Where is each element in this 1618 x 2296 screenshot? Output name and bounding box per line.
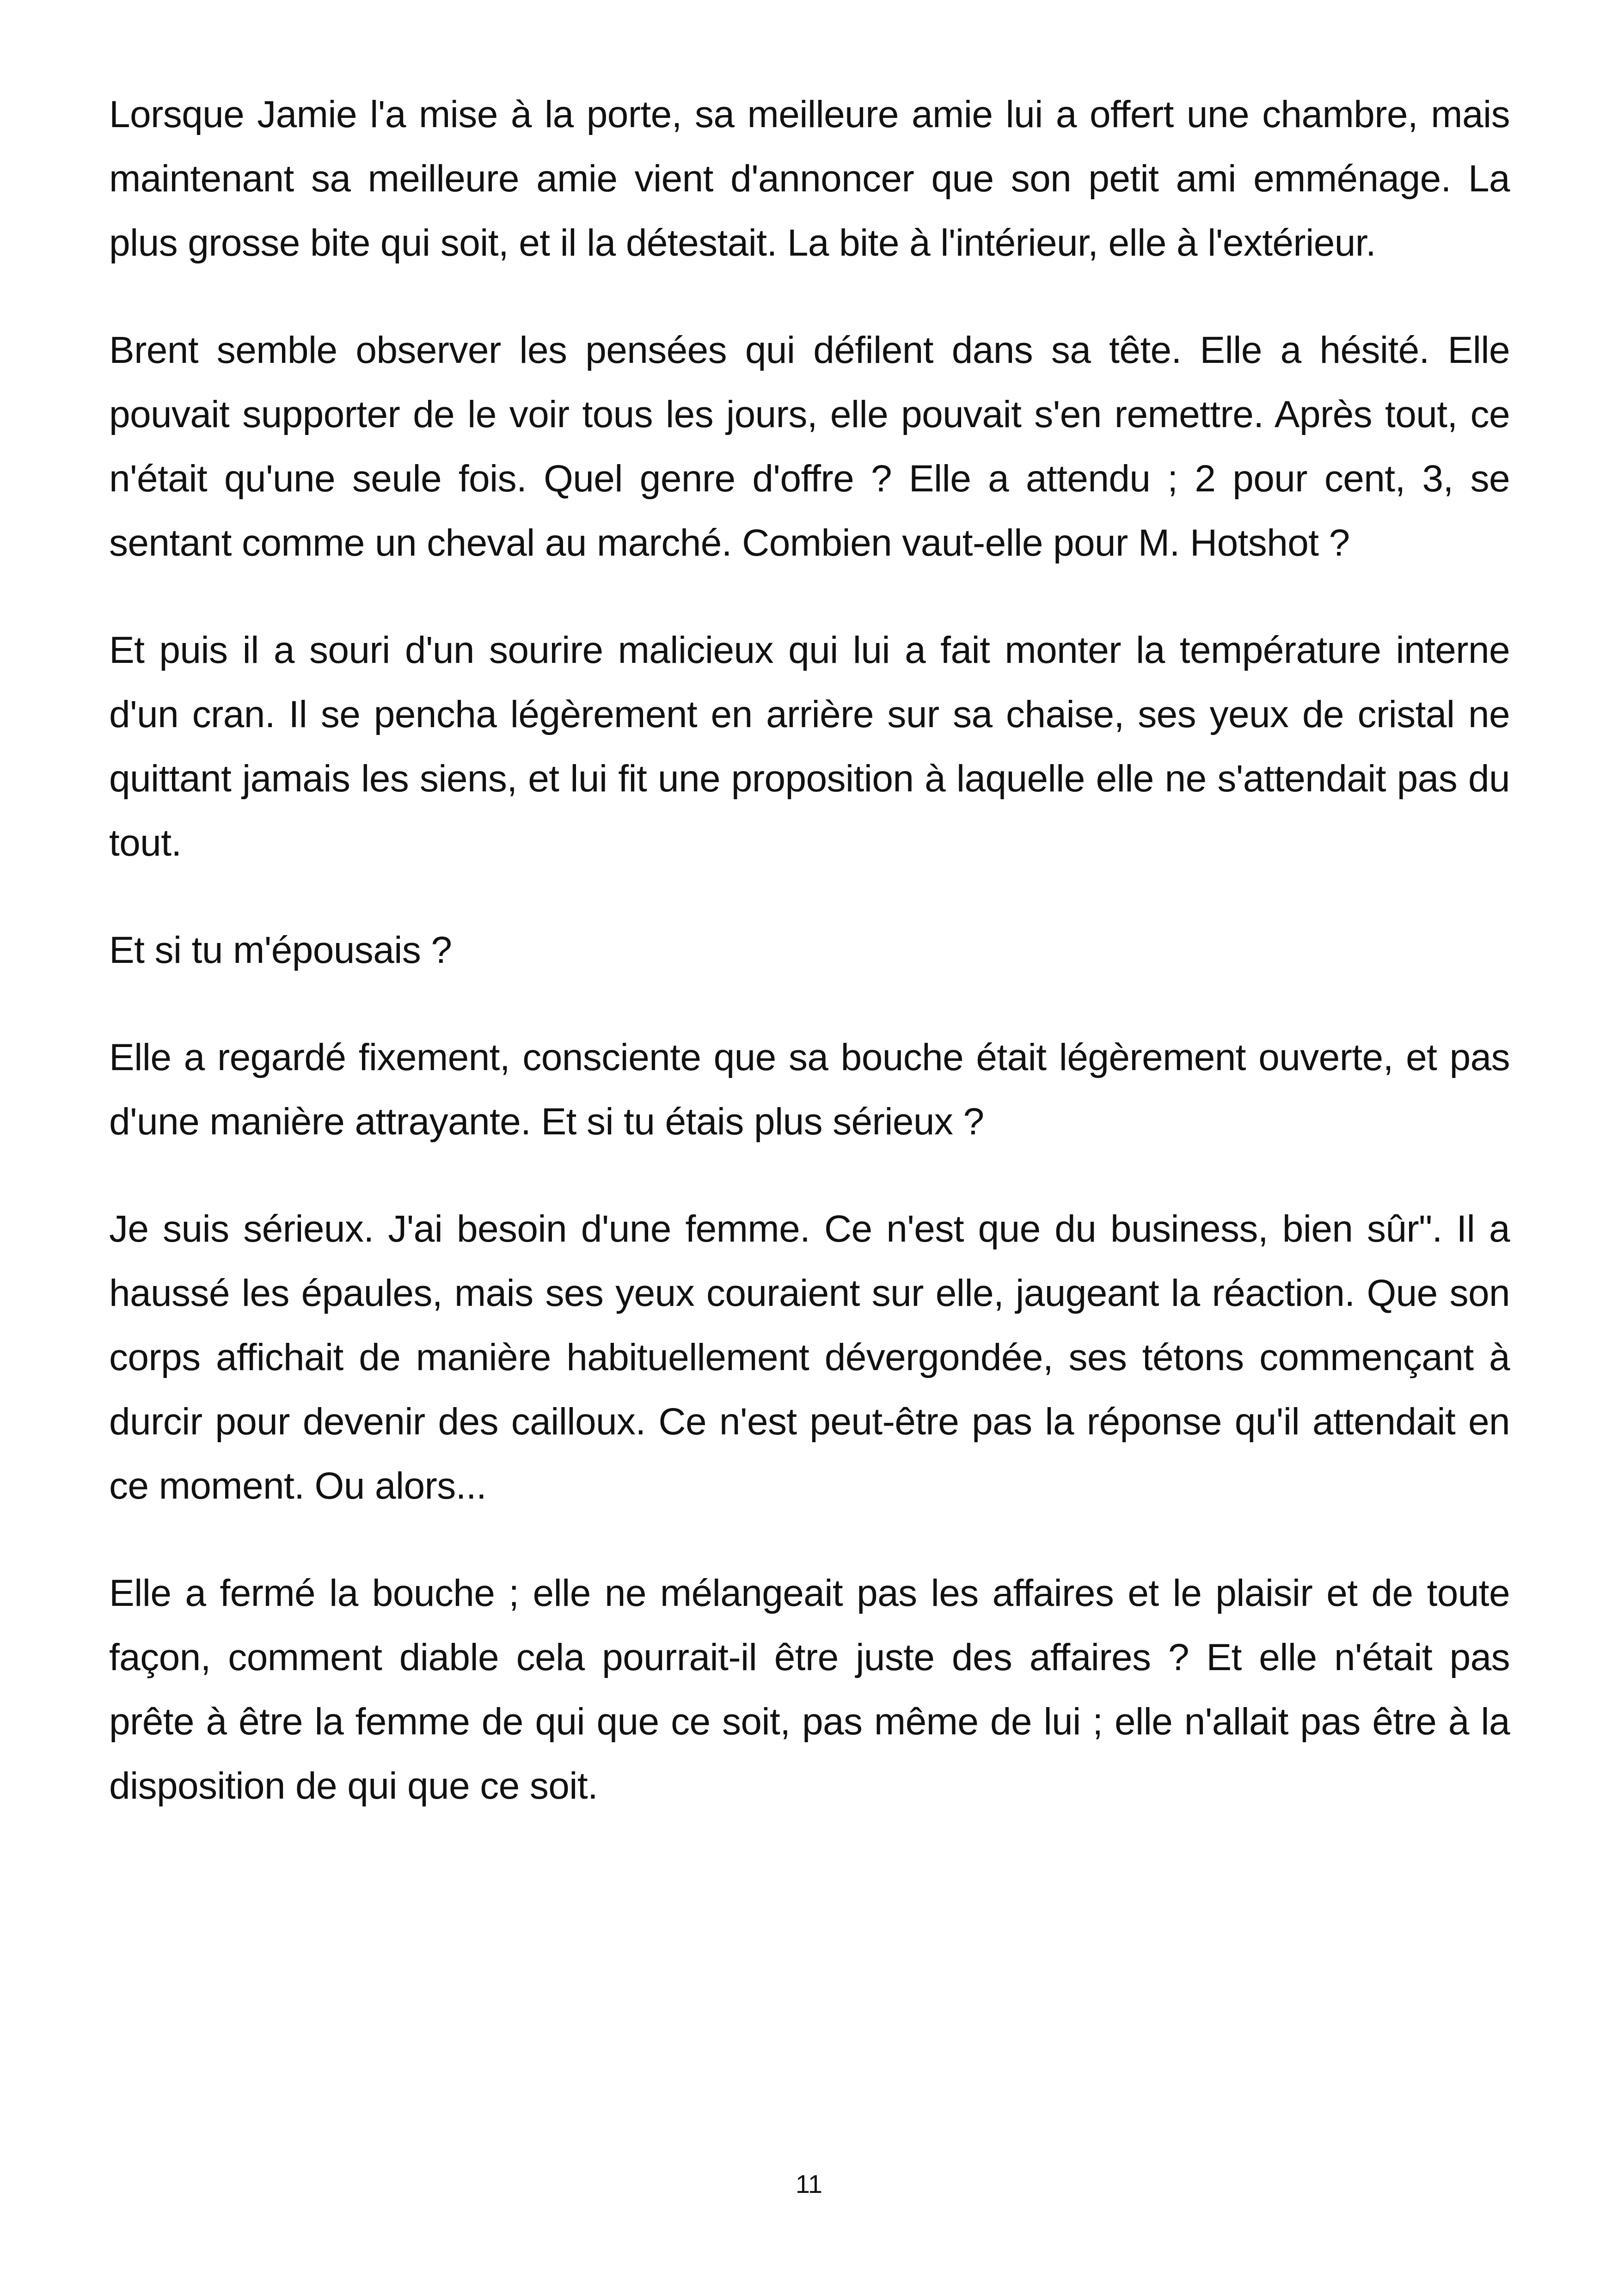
paragraph-5: Elle a regardé fixement, consciente que sa bouche était légèrement ouverte, et pas d'une manière attrayante. Et si tu étais plus sérieux ? — [109, 1036, 1510, 1143]
page-body — [109, 82, 1510, 1861]
paragraph-7: Elle a fermé la bouche ; elle ne mélangeait pas les affaires et le plaisir et de toute façon, comment diable cela pourrait-il être juste des affaires ? Et elle n'était pas prête à être la femme de qui que ce soit, pas même de lui ; elle n'allait pas être à la disposition de qui que ce soit. — [109, 1572, 1510, 1807]
paragraph-2: Brent semble observer les pensées qui défilent dans sa tête. Elle a hésité. Elle pouvait supporter de le voir tous les jours, elle pouvait s'en remettre. Après tout, ce n'était qu'une seule fois. Quel genre d'offre ? Elle a attendu ; 2 pour cent, 3, se sentant comme un cheval au marché. Combien vaut-elle pour M. Hotshot ? — [109, 329, 1510, 564]
page-number: 11 — [795, 2169, 823, 2198]
paragraph-4: Et si tu m'épousais ? — [109, 929, 452, 971]
paragraph-1: Lorsque Jamie l'a mise à la porte, sa meilleure amie lui a offert une chambre, mais maintenant sa meilleure amie vient d'annoncer que son petit ami emménage. La plus grosse bite qui soit, et il la détestait. La bite à l'intérieur, elle à l'extérieur. — [109, 93, 1510, 264]
paragraph-6: Je suis sérieux. J'ai besoin d'une femme. Ce n'est que du business, bien sûr". Il a haussé les épaules, mais ses yeux couraient sur elle, jaugeant la réaction. Que son corps affichait de manière habituellement dévergondée, ses tétons commençant à durcir pour devenir des cailloux. Ce n'est peut-être pas la réponse qu'il attendait en ce moment. Ou alors... — [109, 1208, 1510, 1507]
paragraph-3: Et puis il a souri d'un sourire malicieux qui lui a fait monter la température interne d'un cran. Il se pencha légèrement en arrière sur sa chaise, ses yeux de cristal ne quittant jamais les siens, et lui fit une proposition à laquelle elle ne s'attendait pas du tout. — [109, 629, 1510, 864]
